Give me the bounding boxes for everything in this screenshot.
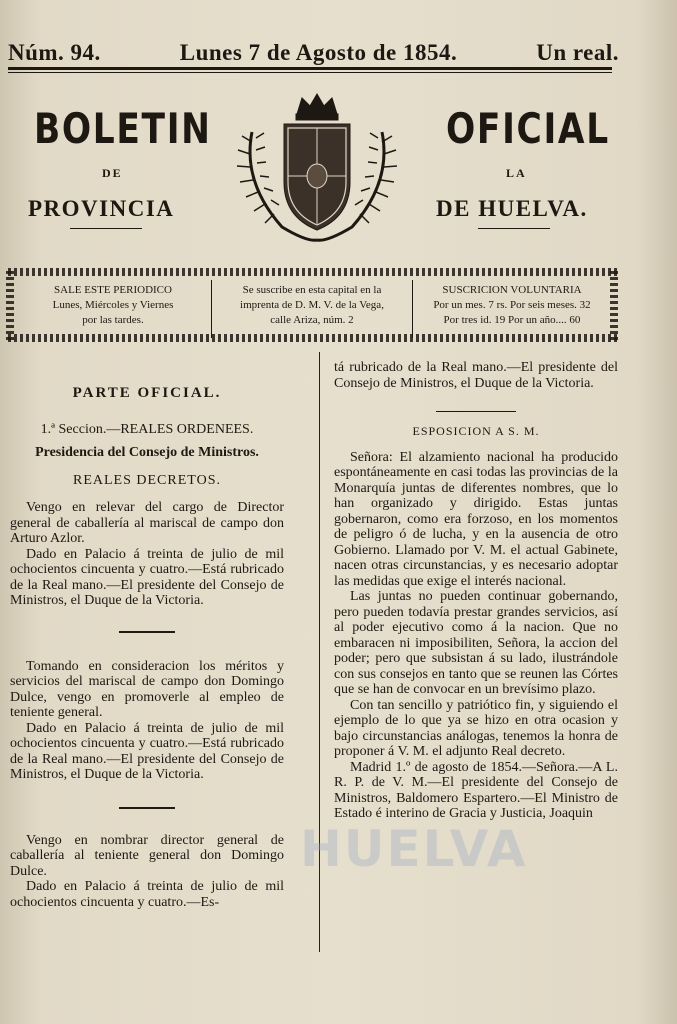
separator: [436, 411, 516, 412]
location-line: imprenta de D. M. V. de la Vega,: [240, 299, 384, 311]
masthead-oficial: OFICIAL: [446, 104, 610, 153]
decree-paragraph: Vengo en nombrar director general de caballería al teniente general don Domingo Dulce.: [10, 832, 284, 879]
subsection-title: 1.ª Seccion.—REALES ORDENEES.: [40, 421, 254, 437]
schedule-days: Lunes, Miércoles y Viernes: [52, 299, 174, 311]
exposition-paragraph: Señora: El alzamiento nacional ha producido espontáneamente en casi todas las provincias de la Monarquía juntas de diferentes nombres, que lo han organizado y dirigido. Estas juntas gobernaron, como era forzoso, en los momentos de peligro ó de lucha, y en la ausencia de otro Gobierno. Llamado por V. M. el actual Gabinete, nacen otras circunstancias, y es necesario adoptar las medidas que exige el interés nacional.: [334, 449, 618, 589]
decree-paragraph: Dado en Palacio á treinta de julio de mil ochocientos cincuenta y cuatro.—Está rubricado de la Real mano.—El presidente del Consejo de Ministros, el Duque de la Victoria.: [10, 546, 284, 608]
right-column: [334, 360, 618, 822]
masthead-ornament: [478, 228, 550, 229]
issue-number: Núm. 94.: [8, 40, 101, 65]
decree-paragraph: Vengo en relevar del cargo de Director general de caballería al mariscal de campo don Arturo Azlor.: [10, 500, 284, 546]
prices-heading: SUSCRICION VOLUNTARIA: [442, 284, 582, 296]
masthead-de: DE: [102, 166, 123, 180]
masthead-ornament: [70, 228, 142, 229]
exposition-paragraph: Con tan sencillo y patriótico fin, y siguiendo el ejemplo de lo que ya se hizo en otra ocasion y bajo circunstancias análogas, tenemos la honra de proponer á V. M. el adjunto Real decreto.: [334, 697, 618, 759]
separator: [119, 631, 175, 633]
info-box-border-bottom: [8, 334, 618, 342]
info-box-border-top: [8, 268, 618, 276]
decree-paragraph: Dado en Palacio á treinta de julio de mil ochocientos cincuenta y cuatro.—Es-: [10, 879, 284, 910]
decree-paragraph: Tomando en consideracion los méritos y servicios del mariscal de campo don Domingo Dulce, vengo en promoverle al empleo de teniente general.: [10, 658, 284, 720]
masthead-la: LA: [506, 166, 527, 180]
publication-schedule: [20, 283, 206, 328]
masthead-huelva: DE HUELVA.: [436, 196, 588, 221]
location-line: Se suscribe en esta capital en la: [242, 284, 382, 296]
continued-paragraph: tá rubricado de la Real mano.—El presidente del Consejo de Ministros, el Duque de la Victoria.: [334, 360, 618, 391]
price-line: Por tres id. 19 Por un año.... 60: [443, 314, 581, 326]
exposition-title: ESPOSICION A S. M.: [412, 424, 540, 438]
section-title: PARTE OFICIAL.: [72, 385, 222, 401]
header-rule: [8, 67, 612, 70]
left-column: [10, 386, 284, 910]
location-line: calle Ariza, núm. 2: [270, 314, 354, 326]
issue-price: Un real.: [536, 40, 619, 65]
royal-coat-of-arms-icon: [222, 92, 412, 247]
issue-line: [8, 40, 619, 66]
decree-paragraph: Dado en Palacio á treinta de julio de mil ochocientos cincuenta y cuatro.—Está rubricado de la Real mano.—El presidente del Consejo de Ministros, el Duque de la Victoria.: [10, 720, 284, 782]
price-line: Por un mes. 7 rs. Por seis meses. 32: [433, 299, 591, 311]
header-rule-thin: [8, 72, 612, 73]
subscription-prices: [414, 283, 610, 328]
issue-date: Lunes 7 de Agosto de 1854.: [179, 40, 458, 65]
masthead-boletin: BOLETIN: [34, 104, 212, 153]
info-box-border-left: [6, 268, 14, 340]
exposition-paragraph: Las juntas no pueden continuar gobernando, pero pueden todavía prestar grandes servicios, así al poder ejecutivo como á la nacion. Que no embaracen ni imposibiliten, Señora, la accion del poder; pero que subsistan á su lado, ilustrándole con sus consejos en tanto que se reunen las Córtes que se han de convocar en un brevísimo plazo.: [334, 589, 618, 697]
schedule-time: por las tardes.: [82, 314, 144, 326]
archive-watermark: HUELVA: [300, 820, 528, 878]
subscription-location: [214, 283, 410, 328]
info-divider: [211, 280, 212, 338]
masthead-provincia: PROVINCIA: [28, 196, 175, 221]
info-box-border-right: [610, 268, 618, 340]
separator: [119, 807, 175, 809]
exposition-paragraph: Madrid 1.º de agosto de 1854.—Señora.—A L. R. P. de V. M.—El presidente del Consejo de Ministros, Baldomero Espartero.—El Ministro de Estado é interino de Gracia y Justicia, Joaquin: [334, 759, 618, 821]
ministry-title: Presidencia del Consejo de Ministros.: [35, 445, 259, 460]
info-divider: [412, 280, 413, 338]
decrees-heading: REALES DECRETOS.: [73, 472, 221, 488]
schedule-heading: SALE ESTE PERIODICO: [54, 284, 172, 296]
